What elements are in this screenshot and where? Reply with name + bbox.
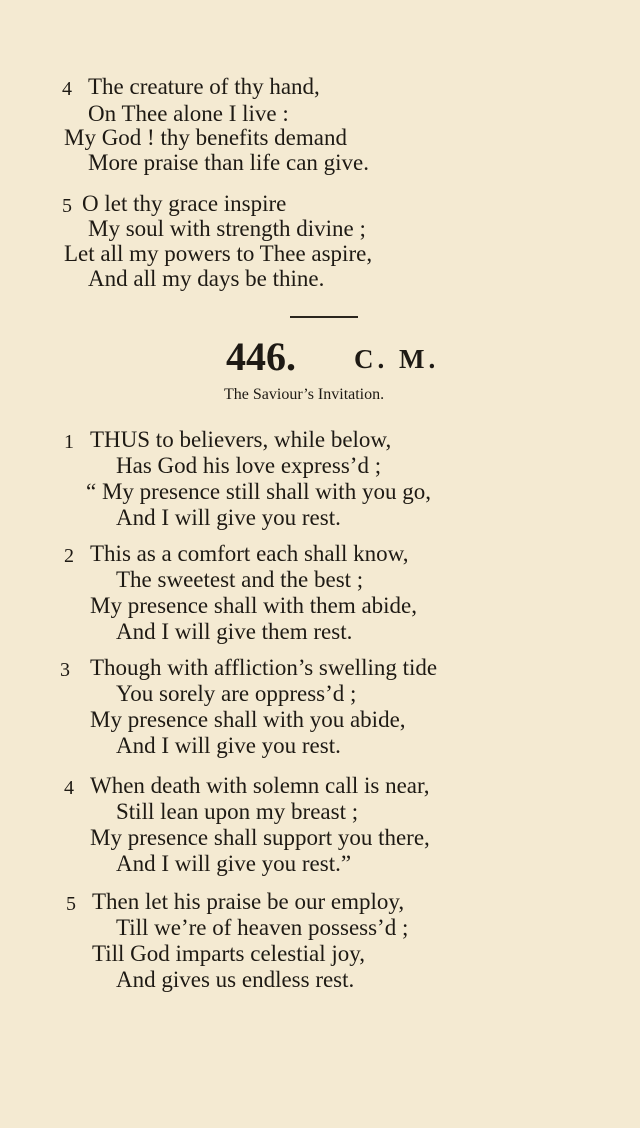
- verse-line: More praise than life can give.: [88, 150, 369, 175]
- verse-line: You sorely are oppress’d ;: [116, 681, 357, 706]
- stanza-number: 3: [60, 659, 70, 681]
- verse-line: “ My presence still shall with you go,: [86, 479, 431, 504]
- verse-line: THUS to believers, while below,: [90, 427, 392, 452]
- stanza-number: 4: [62, 78, 72, 100]
- stanza-number: 5: [62, 195, 72, 217]
- verse-line: Has God his love express’d ;: [116, 453, 382, 478]
- verse-line: And I will give you rest.: [116, 505, 341, 530]
- verse-line: Still lean upon my breast ;: [116, 799, 359, 824]
- verse-line: Till we’re of heaven possess’d ;: [116, 915, 409, 940]
- verse-line: And I will give them rest.: [116, 619, 353, 644]
- stanza-number: 5: [66, 893, 76, 915]
- verse-line: The sweetest and the best ;: [116, 567, 364, 592]
- verse-line: O let thy grace inspire: [82, 191, 287, 216]
- hymn-meter: C. M.: [354, 344, 440, 374]
- verse-line: My presence shall with them abide,: [90, 593, 418, 618]
- verse-line: When death with solemn call is near,: [90, 773, 430, 798]
- verse-line: And I will give you rest.: [116, 733, 341, 758]
- verse-line: And all my days be thine.: [88, 266, 325, 291]
- stanza-number: 1: [64, 431, 74, 453]
- verse-line: On Thee alone I live :: [88, 101, 289, 126]
- verse-line: This as a comfort each shall know,: [90, 541, 409, 566]
- verse-line: The creature of thy hand,: [88, 74, 320, 99]
- verse-line: Though with affliction’s swelling tide: [90, 655, 438, 680]
- verse-line: My God ! thy benefits demand: [64, 125, 347, 150]
- verse-line: My soul with strength divine ;: [88, 216, 366, 241]
- stanza-number: 4: [64, 777, 74, 799]
- hymn-number: 446.: [226, 334, 296, 379]
- section-divider: [290, 316, 358, 318]
- verse-line: Till God imparts celestial joy,: [92, 941, 366, 966]
- verse-line: My presence shall support you there,: [90, 825, 430, 850]
- verse-line: Let all my powers to Thee aspire,: [64, 241, 373, 266]
- verse-line: My presence shall with you abide,: [90, 707, 406, 732]
- hymn-title: The Saviour’s Invitation.: [224, 386, 385, 403]
- verse-line: And gives us endless rest.: [116, 967, 355, 992]
- verse-line: Then let his praise be our employ,: [92, 889, 405, 914]
- verse-line: And I will give you rest.”: [116, 851, 352, 876]
- stanza-number: 2: [64, 545, 74, 567]
